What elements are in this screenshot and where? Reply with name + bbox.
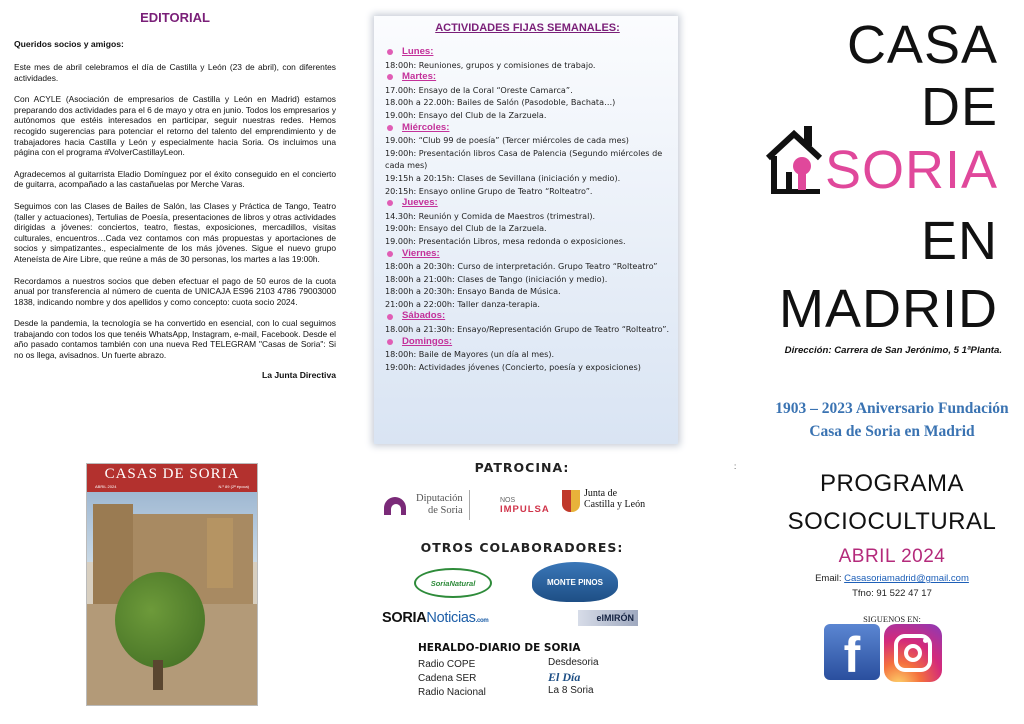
radio-item: Radio COPE: [418, 659, 476, 670]
anniversary-line-2: Casa de Soria en Madrid: [809, 423, 975, 440]
email-line: [760, 573, 1024, 584]
schedule-activity: 19.00h: Ensayo del Club de la Zarzuela.: [385, 109, 547, 120]
editorial-paragraph: Agradecemos al guitarrista Eladio Domínguez por el éxito conseguido en el concierto de guitarra, acompañado a las castañuelas por Merche Varas.: [14, 168, 336, 190]
weekly-activities-box: [374, 16, 678, 444]
impulsa-top: NOS: [500, 497, 516, 504]
email-link[interactable]: Casasoriamadrid@gmail.com: [844, 573, 969, 584]
schedule-activity: 18.00h a 22.00h: Bailes de Salón (Pasodoble, Bachata…): [385, 97, 616, 108]
el-miron-logo: elMIRÓN: [578, 610, 638, 626]
editorial-paragraph: Desde la pandemia, la tecnología se ha convertido en esencial, con lo cual seguimos trabajando con todos los que tenéis WhatsApp, Instagram, e-mail, Facebook. Desde el año pasado contamos también con una nueva Red TELEGRAM "Casas de Soria": Si no os llega, avisadnos. Un fuerte abrazo.: [14, 318, 336, 361]
schedule-day-heading: [387, 71, 670, 84]
soria-noticias-logo: [382, 610, 488, 626]
schedule-day-heading: [387, 248, 670, 261]
bullet-icon: [387, 251, 393, 257]
anniversary-line-1: 1903 – 2023 Aniversario Fundación: [775, 400, 1009, 417]
nos-impulsa-logo: [500, 496, 550, 514]
cover-issue-date: ABRIL 2024: [95, 484, 117, 489]
cover-tree-trunk: [153, 660, 163, 690]
soria-noticias-bold: SORIA: [382, 610, 427, 626]
bullet-icon: [387, 125, 393, 131]
schedule-day-heading: [387, 336, 670, 349]
diputacion-mark-icon: [382, 493, 412, 517]
media-item: Desdesoria: [548, 657, 599, 668]
schedule-activity: 18.00h a 21:30h: Ensayo/Representación Grupo de Teatro “Rolteatro”.: [385, 324, 670, 335]
email-label: Email:: [815, 573, 845, 584]
schedule-day-label: Lunes:: [402, 46, 434, 57]
title-line-en: EN: [920, 211, 998, 271]
schedule-activity: 19.00h: “Club 99 de poesía” (Tercer miércoles de cada mes): [385, 135, 629, 146]
editorial-paragraph: Con ACYLE (Asociación de empresarios de Castilla y León en Madrid) estamos preparando dos actividades para el 6 de mayo y otra en junio. Todos los empresarios y autónomos que estéis interesados en participar, seguir nuestras redes. Hemos recogido sugerencias para potenciar el retorno del talento del emprendimiento y de trabajadores hacia Castilla y León y especialmente hacia Soria. Os incluimos una página con el programa #VolverCastillayLeon.: [14, 94, 337, 158]
cover-castle-tower: [207, 518, 233, 588]
instagram-icon[interactable]: [884, 624, 942, 682]
schedule-activity: 17.00h: Ensayo de la Coral “Oreste Camarca”.: [385, 84, 573, 95]
title-line-madrid: MADRID: [779, 279, 998, 339]
jcl-line: Junta de: [584, 488, 618, 499]
schedule-day-heading: [387, 46, 670, 59]
schedule-activity: 18:00h a 20:30h: Curso de interpretación. Grupo Teatro “Rolteatro”: [385, 261, 658, 272]
bullet-icon: [387, 339, 393, 345]
bullet-icon: [387, 314, 393, 320]
schedule-day-heading: [387, 122, 670, 135]
media-item: La 8 Soria: [548, 685, 594, 696]
schedule-title: ACTIVIDADES FIJAS SEMANALES:: [435, 22, 620, 34]
schedule-activity: 14.30h: Reunión y Comida de Maestros (trimestral).: [385, 210, 596, 221]
soria-natural-logo: SoriaNatural: [414, 568, 492, 598]
otros-colaboradores-heading: OTROS COLABORADORES:: [420, 540, 624, 555]
schedule-day-label: Martes:: [402, 71, 437, 83]
sociocultural-title: SOCIOCULTURAL: [787, 508, 997, 535]
schedule-activity: 18:00h a 21:00h: Clases de Tango (iniciación y medio).: [385, 273, 608, 284]
schedule-activity: 19:15h a 20:15h: Clases de Sevillana (iniciación y medio).: [385, 172, 621, 183]
jcl-shield-icon: [562, 490, 580, 512]
radio-item: Cadena SER: [418, 673, 477, 684]
schedule-activity: 18:00h a 20:30h: Ensayo Banda de Música.: [385, 286, 561, 297]
patrocina-heading: PATROCINA:: [474, 460, 570, 475]
impulsa-word: IMPULSA: [500, 504, 550, 515]
heraldo-diario-logo: HERALDO-DIARIO DE SORIA: [418, 642, 581, 654]
cover-issue-number: N.º 89 (2ª época): [218, 484, 249, 489]
editorial-signature: La Junta Directiva: [261, 369, 336, 380]
address: Dirección: Carrera de San Jerónimo, 5 1ªPlanta.: [784, 345, 1002, 356]
jcl-line: Castilla y León: [584, 499, 646, 510]
editorial-title: EDITORIAL: [140, 10, 210, 25]
bullet-icon: [387, 74, 393, 80]
editorial-paragraph: Este mes de abril celebramos el día de Castilla y León (23 de abril), con diferentes actividades.: [14, 62, 336, 83]
program-month: ABRIL 2024: [838, 546, 946, 567]
cover-subline: [87, 483, 257, 490]
follow-us-label: SIGUENOS EN:: [863, 614, 921, 624]
title-line-soria: SORIA: [824, 140, 998, 200]
house-key-logo-icon: [764, 122, 830, 194]
title-line-de: DE: [920, 77, 998, 137]
schedule-day-heading: [387, 197, 670, 210]
diputacion-text: [416, 493, 463, 517]
editorial-paragraph: Seguimos con las Clases de Bailes de Salón, las Clases y Práctica de Tango, Teatro (taller y actuaciones), Tertulias de Poesía, presentaciones de libros y otras actividades dirigidas a jóvenes: conciertos, teatro, fiestas, exposiciones, mercadillos, visitas culturales, encuentros…Cada vez contamos con más propuestas y aportaciones de socios y simpatizantes., especialmente de los más jóvenes. Sigue el nuevo grupo Ateneísta de Aire Libre, que reúne a más de 30 personas, los martes a las 19:00h.: [14, 200, 336, 264]
editorial-greeting: Queridos socios y amigos:: [14, 39, 124, 49]
sponsors-section: [372, 460, 672, 710]
diputacion-line: Diputación: [416, 493, 463, 504]
programa-title: PROGRAMA: [819, 470, 964, 497]
schedule-activity: 19:00h: Actividades jóvenes (Concierto, poesía y exposiciones): [385, 361, 641, 372]
schedule-activity: 18:00h: Baile de Mayores (un día al mes).: [385, 349, 555, 360]
magazine-cover-image: [86, 463, 258, 706]
logo-divider: [469, 490, 470, 520]
cover-title: CASAS DE SORIA: [104, 466, 240, 482]
soria-noticias-tld: .com: [475, 618, 489, 624]
schedule-activity: 20:15h: Ensayo online Grupo de Teatro “Rolteatro”.: [385, 185, 593, 196]
facebook-icon[interactable]: f: [824, 624, 880, 680]
schedule-activity: 19.00h: Presentación Libros, mesa redonda o exposiciones.: [385, 235, 626, 246]
front-cover-panel: [734, 0, 1024, 724]
bullet-icon: [387, 200, 393, 206]
editorial-paragraph: Recordamos a nuestros socios que deben efectuar el pago de 50 euros de la cuota anual por transferencia al número de cuenta de UNICAJA ES96 2103 4786 79003000 1838, indicando nombre y dos apellidos y como concepto: cuota socio 2024.: [14, 275, 336, 307]
schedule-day-heading: [387, 310, 670, 323]
jcl-text: [584, 488, 645, 510]
title-line-casa: CASA: [846, 15, 998, 75]
schedule-day-label: Viernes:: [402, 247, 440, 259]
soria-noticias-rest: Noticias: [426, 610, 476, 626]
diputacion-line: de Soria: [427, 505, 463, 516]
el-dia-logo: El Día: [548, 670, 581, 684]
junta-castilla-leon-logo: [562, 488, 645, 512]
schedule-activity: 19:00h: Presentación libros Casa de Palencia (Segundo miércoles de cada mes): [385, 147, 663, 171]
schedule-day-label: Domingos:: [402, 335, 453, 347]
schedule-activity: 19:00h: Ensayo del Club de la Zarzuela.: [385, 223, 547, 234]
media-list: [548, 656, 599, 698]
cover-tree: [115, 572, 205, 668]
schedule-days: [385, 46, 670, 373]
schedule-day-label: Jueves:: [402, 197, 438, 209]
schedule-activity: 21:00h a 22:00h: Taller danza-terapia.: [385, 298, 540, 309]
diputacion-soria-logo: [382, 490, 476, 520]
schedule-day-label: Sábados:: [402, 310, 446, 322]
editorial-panel: [14, 10, 336, 380]
radio-list: [418, 658, 486, 700]
phone: Tfno: 91 522 47 17: [852, 588, 932, 599]
schedule-activity: 18:00h: Reuniones, grupos y comisiones de trabajo.: [385, 59, 596, 70]
cover-title-band: [87, 464, 257, 492]
monte-pinos-logo: MONTE PINOS: [532, 562, 618, 602]
radio-item: Radio Nacional: [418, 687, 486, 698]
stray-separator: :: [734, 462, 737, 471]
schedule-day-label: Miércoles:: [402, 121, 450, 133]
bullet-icon: [387, 49, 393, 55]
